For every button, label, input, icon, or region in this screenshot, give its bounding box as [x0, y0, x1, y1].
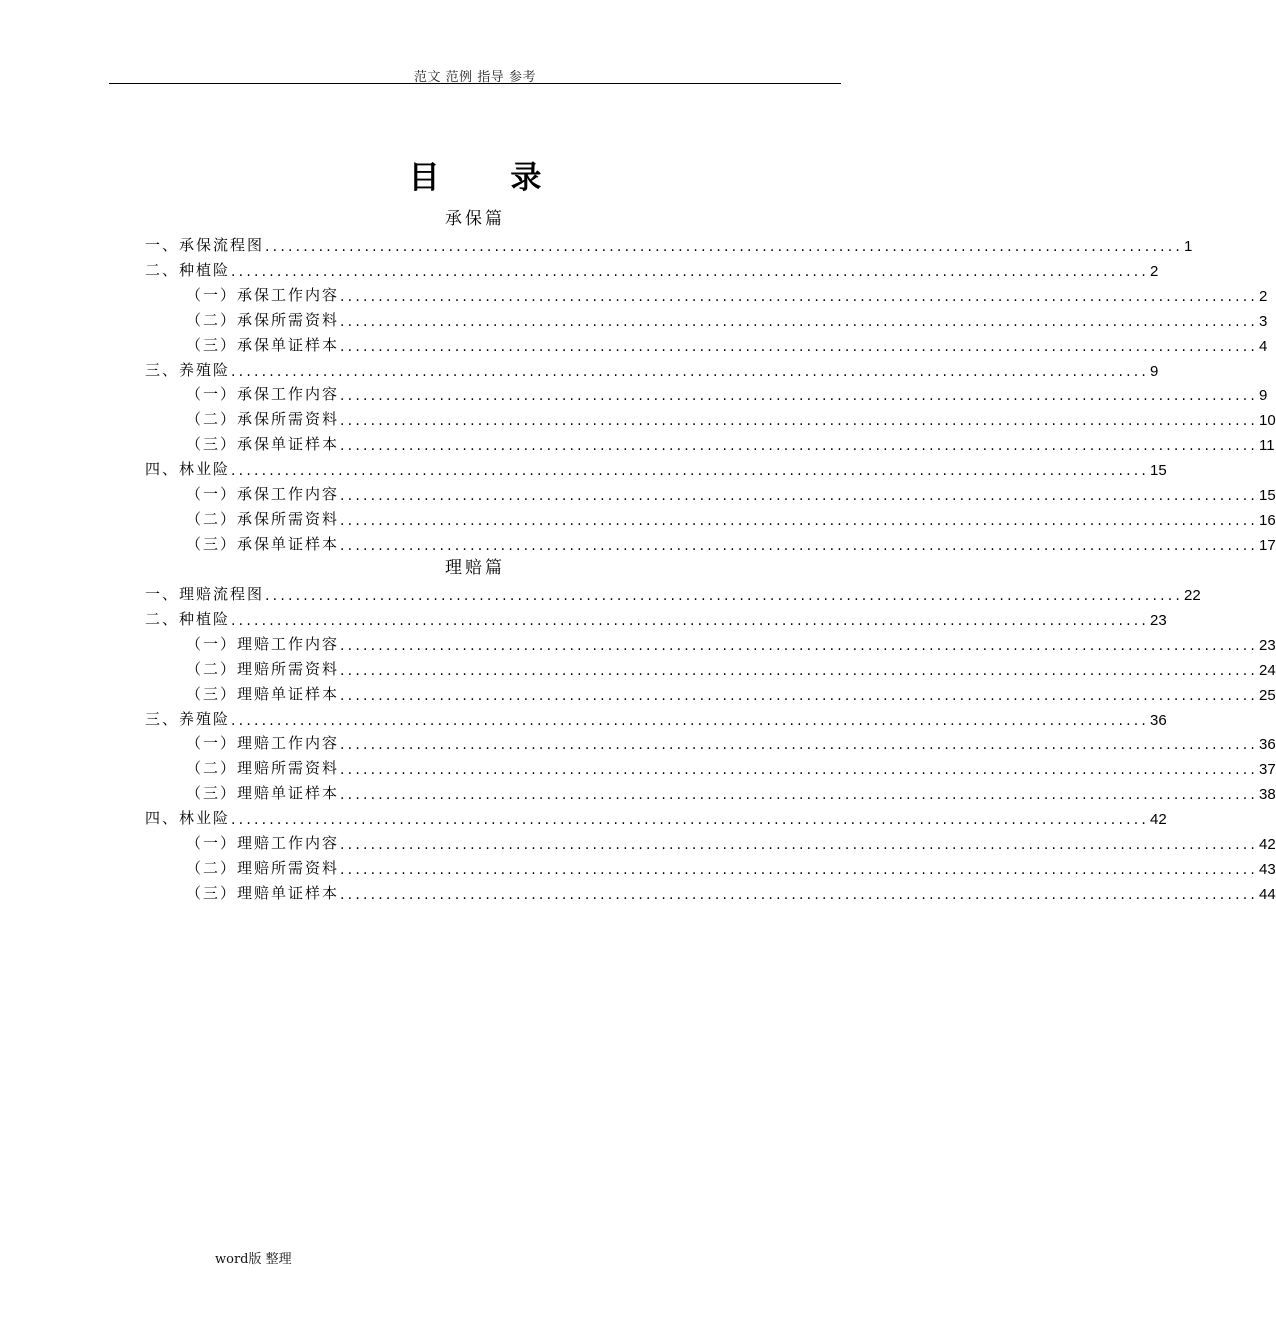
toc-leader-dots: ........................................................................................................................ [340, 886, 1259, 903]
toc-page-number: 11 [1259, 437, 1275, 455]
toc-entry-label: （一）承保工作内容 [186, 485, 340, 503]
header-divider [109, 83, 841, 84]
toc-page-number: 36 [1259, 736, 1276, 754]
toc-entry-label: （一）承保工作内容 [186, 385, 340, 404]
toc-entry[interactable] [186, 529, 1276, 554]
document-title: 目 录 [408, 160, 572, 196]
toc-entry-label: （三）理赔单证样本 [186, 883, 340, 902]
toc-leader-dots: ........................................................................................................................ [340, 388, 1259, 405]
toc-entry-label: （二）承保所需资料 [186, 310, 340, 329]
toc-entry[interactable] [186, 504, 1276, 529]
toc-leader-dots: ........................................................................................................................ [231, 263, 1150, 280]
toc-leader-dots: ........................................................................................................................ [340, 537, 1259, 554]
toc-entry-label: （三）承保单证样本 [186, 534, 340, 553]
toc-leader-dots: ........................................................................................................................ [340, 313, 1259, 330]
toc-entry[interactable] [186, 429, 1275, 455]
toc-leader-dots: ........................................................................................................................ [340, 837, 1259, 853]
toc-leader-dots: ........................................................................................................................ [340, 488, 1259, 504]
toc-leader-dots: ........................................................................................................................ [265, 239, 1184, 255]
toc-page-number: 2 [1259, 287, 1268, 305]
toc-entry[interactable] [186, 853, 1276, 878]
toc-leader-dots: ........................................................................................................................ [231, 712, 1150, 729]
toc-leader-dots: ........................................................................................................................ [340, 637, 1259, 654]
toc-entry-label: （二）理赔所需资料 [186, 858, 340, 877]
toc-entry-label: （一）理赔工作内容 [186, 734, 340, 753]
toc-entry[interactable] [145, 803, 1167, 829]
toc-entry[interactable] [145, 255, 1159, 280]
toc-entry-label: （一）理赔工作内容 [186, 634, 340, 653]
toc-page-number: 25 [1259, 686, 1276, 704]
toc-entry[interactable] [186, 404, 1276, 430]
section-heading: 理赔篇 [445, 558, 505, 578]
toc-entry[interactable] [145, 454, 1167, 480]
toc-entry-label: （二）承保所需资料 [186, 509, 340, 528]
page-header: 范文 范例 指导 参考 [414, 70, 536, 85]
toc-page-number: 15 [1150, 462, 1167, 480]
toc-page-number: 44 [1259, 885, 1276, 903]
toc-entry[interactable] [186, 828, 1276, 853]
toc-entry-label: 四、林业险 [145, 809, 231, 828]
toc-page-number: 3 [1259, 312, 1268, 330]
toc-entry-label: （二）理赔所需资料 [186, 659, 340, 678]
toc-leader-dots: ........................................................................................................................ [340, 288, 1259, 305]
toc-leader-dots: ........................................................................................................................ [265, 588, 1184, 604]
toc-entry-label: 一、理赔流程图 [145, 585, 265, 603]
section-heading: 承保篇 [445, 209, 505, 229]
toc-page-number: 42 [1150, 811, 1167, 829]
toc-entry[interactable] [186, 878, 1276, 903]
toc-page-number: 2 [1150, 262, 1159, 280]
toc-entry[interactable] [186, 679, 1276, 704]
toc-entry[interactable] [186, 479, 1276, 504]
toc-entry-label: 一、承保流程图 [145, 236, 265, 254]
toc-page-number: 23 [1150, 611, 1167, 629]
toc-leader-dots: ........................................................................................................................ [231, 612, 1150, 629]
toc-page-number: 42 [1259, 836, 1276, 853]
toc-entry-label: （三）承保单证样本 [186, 335, 340, 354]
toc-leader-dots: ........................................................................................................................ [340, 438, 1259, 455]
toc-entry[interactable] [186, 305, 1268, 330]
toc-page-number: 38 [1259, 786, 1276, 804]
toc-entry[interactable] [186, 728, 1276, 754]
toc-leader-dots: ........................................................................................................................ [231, 463, 1150, 480]
toc-entry[interactable] [186, 280, 1268, 305]
toc-entry[interactable] [145, 704, 1167, 729]
toc-page-number: 9 [1259, 387, 1268, 405]
toc-entry[interactable] [186, 654, 1276, 679]
toc-entry-label: （一）承保工作内容 [186, 285, 340, 304]
toc-leader-dots: ........................................................................................................................ [340, 687, 1259, 704]
toc-entry-label: （三）理赔单证样本 [186, 784, 340, 803]
toc-entry-label: （二）承保所需资料 [186, 410, 340, 429]
toc-entry-label: 二、种植险 [145, 260, 231, 279]
toc-page-number: 16 [1259, 511, 1276, 529]
toc-entry-label: （一）理赔工作内容 [186, 834, 340, 852]
toc-leader-dots: ........................................................................................................................ [340, 762, 1259, 779]
toc-page-number: 4 [1259, 337, 1268, 355]
toc-entry-label: （三）理赔单证样本 [186, 684, 340, 703]
toc-entry-label: （三）承保单证样本 [186, 435, 340, 454]
toc-entry[interactable] [186, 379, 1268, 405]
toc-entry-label: 三、养殖险 [145, 360, 231, 379]
toc-leader-dots: ........................................................................................................................ [340, 413, 1259, 430]
toc-entry[interactable] [186, 753, 1276, 779]
toc-page-number: 17 [1259, 536, 1276, 554]
toc-leader-dots: ........................................................................................................................ [340, 787, 1259, 804]
toc-leader-dots: ........................................................................................................................ [340, 338, 1259, 355]
toc-entry[interactable] [186, 629, 1276, 654]
toc-entry-label: 二、种植险 [145, 609, 231, 628]
toc-entry[interactable] [186, 778, 1276, 804]
toc-entry-label: 三、养殖险 [145, 709, 231, 728]
toc-page-number: 10 [1259, 412, 1276, 430]
toc-leader-dots: ........................................................................................................................ [340, 737, 1259, 754]
page-footer: word版 整理 [215, 1252, 292, 1267]
toc-page-number: 9 [1150, 362, 1159, 380]
toc-page-number: 36 [1150, 711, 1167, 729]
toc-entry[interactable] [145, 604, 1167, 629]
toc-entry-label: （二）理赔所需资料 [186, 759, 340, 778]
toc-entry[interactable] [145, 230, 1193, 255]
toc-leader-dots: ........................................................................................................................ [231, 812, 1150, 829]
toc-entry[interactable] [186, 330, 1268, 355]
toc-page-number: 22 [1184, 587, 1201, 604]
toc-entry-label: 四、林业险 [145, 460, 231, 479]
toc-page-number: 43 [1259, 860, 1276, 878]
toc-entry[interactable] [145, 579, 1201, 604]
toc-leader-dots: ........................................................................................................................ [340, 662, 1259, 679]
toc-page-number: 1 [1184, 238, 1193, 255]
toc-leader-dots: ........................................................................................................................ [340, 861, 1259, 878]
toc-leader-dots: ........................................................................................................................ [340, 512, 1259, 529]
toc-page-number: 15 [1259, 487, 1276, 504]
toc-page-number: 37 [1259, 761, 1276, 779]
toc-entry[interactable] [145, 355, 1159, 380]
toc-leader-dots: ........................................................................................................................ [231, 363, 1150, 380]
toc-page-number: 23 [1259, 636, 1276, 654]
toc-page-number: 24 [1259, 661, 1276, 679]
